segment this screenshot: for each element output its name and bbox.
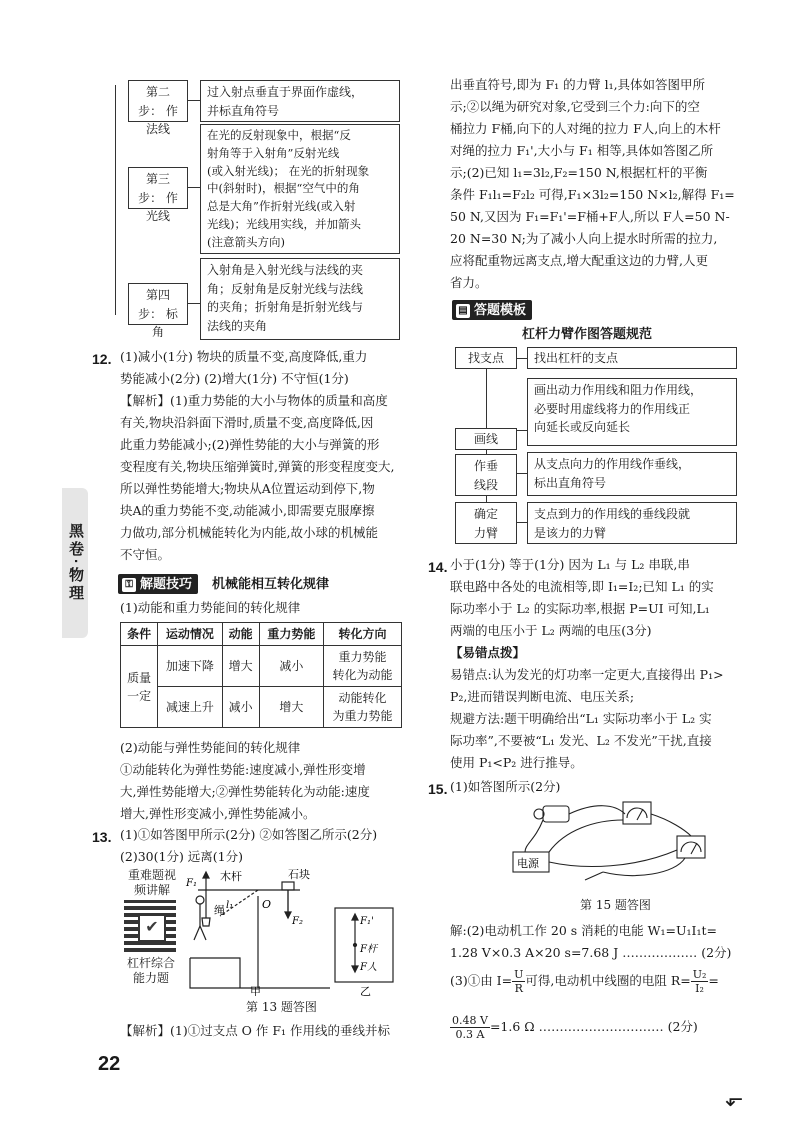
q13-figure <box>180 868 405 996</box>
q14-number: 14. <box>428 559 448 575</box>
frac-denominator: I₂ <box>695 982 704 995</box>
q14-mistake-text: 易错点:认为发光的灯功率一定更大,直接得出 P₁> P₂,进而错误判断电流、电压关系; 规避方法:题干明确给出“L₁ 实际功率小于 L₂ 实 际功率”,不要被“L₁ 发光、L₂ 不发光”干扰,直接 使用 P₁<P₂ 进行推导。 <box>450 667 724 770</box>
sol2-text-a: (3)①由 I= <box>450 973 513 988</box>
table-cell: 增大 <box>259 687 323 728</box>
qr-code[interactable] <box>124 900 176 952</box>
frac-u-over-r <box>512 968 525 995</box>
sol2-text-c: = <box>708 973 719 988</box>
q14-answer: 小于(1分) 等于(1分) 因为 L₁ 与 L₂ 串联,串 联电路中各处的电流相等,即 I₁=I₂;已知 L₁ 的实 际功率小于 L₂ 的实际功率,根据 P=UI 可知,L₁ 两端的电压小于 L₂ 两端的电压(3分) <box>450 557 714 638</box>
template-step3-label: 作垂 线段 <box>455 454 517 496</box>
q13-analysis-start: 【解析】(1)①过支点 O 作 F₁ 作用线的垂线并标 <box>120 1023 391 1038</box>
flow-step2-desc: 过入射点垂直于界面作虚线， 并标直角符号 <box>200 80 400 122</box>
sol2-text-b: 可得,电动机中线圈的电阻 R= <box>525 973 691 988</box>
flow-step3-desc: 在光的反射现象中，根据“反 射角等于入射角”反射光线 (或入射光线)； 在光的折射现象 中(斜射时)，根据“空气中的角 总是大角”作折射光线(或入射 光线)；光线用实线，并加箭头 (注意箭头方向) <box>200 124 400 254</box>
q13-answer: (1)①如答图甲所示(2分) ②如答图乙所示(2分) (2)30(1分) 远离(1分) <box>120 827 378 864</box>
template-step2-label: 画线 <box>455 428 517 450</box>
fig13-label-stick: 木杆 <box>220 870 242 883</box>
page-turn-icon: ⬐ <box>725 1087 744 1112</box>
flow-step2-label: 第二步： 作法线 <box>128 80 188 122</box>
template-step1-desc: 找出杠杆的支点 <box>527 347 737 369</box>
tip-sub1: (1)动能和重力势能间的转化规律 <box>120 600 301 615</box>
fig13-label-f2: F₂ <box>292 916 303 927</box>
table-header-row <box>121 623 402 646</box>
frac-numerator: 0.48 V <box>452 1014 488 1027</box>
template-step4-label: 确定 力臂 <box>455 502 517 544</box>
table-header: 条件 <box>121 623 158 646</box>
table-header: 运动情况 <box>158 623 222 646</box>
table-row <box>121 646 402 687</box>
key-icon: ⚿ <box>122 578 136 592</box>
table-row <box>121 687 402 728</box>
frac-denominator: R <box>514 982 523 995</box>
table-cell: 减小 <box>222 687 259 728</box>
fig15-caption: 第 15 题答图 <box>580 898 651 912</box>
q13-analysis-continued: 出垂直符号,即为 F₁ 的力臂 l₁,具体如答图甲所 示;②以绳为研究对象,它受到三个力:向下的空 桶拉力 F桶,向下的人对绳的拉力 F人,向上的木杆 对绳的拉力 F₁',大小与 F₁ 相等,具体如答图乙所 示;(2)已知 l₁=3l₂,F₂=150 N,根据杠杆的平衡 条件 F₁l₁=F₂l₂ 可得,F₁×3l₂=150 N×l₂,解得 F₁= 50 N,又因为 F₁=F₁'=F桶+F人,所以 F人=50 N- 20 N=30 N;为了减小人向上提水时所需的拉力, 应将配重物远离支点,增大配重这边的力臂,人更 省力。 <box>450 77 735 290</box>
check-icon: ✔ <box>138 914 166 942</box>
q15-solution-1: 解:(2)电动机工作 20 s 消耗的电能 W₁=U₁I₁t= 1.28 V×0.3 A×20 s=7.68 J ……………… (2分) <box>450 923 732 960</box>
fig13-label-stone: 石块 <box>288 868 310 881</box>
qr-caption: 杠杆综合 能力题 <box>126 956 175 985</box>
frac-u2-over-i2 <box>691 968 709 995</box>
q12-number: 12. <box>92 351 112 367</box>
flow-step4-label: 第四步： 标角 <box>128 283 188 325</box>
q12-analysis: 【解析】(1)重力势能的大小与物体的质量和高度 有关,物块沿斜面下滑时,质量不变,高度降低,因 此重力势能减小;(2)弹性势能的大小与弹簧的形 变程度有关,物块压缩弹簧时,弹簧的形变程度变大, 所以弹性势能增大;物块从A位置运动到停下,物 块A的重力势能不变,动能减小,即需要克服摩擦 力做功,部分机械能转化为内能,故小球的机械能 不守恒。 <box>120 393 395 562</box>
frac-048-over-03 <box>450 1014 490 1041</box>
table-cell: 加速下降 <box>158 646 222 687</box>
q15-solution-2 <box>450 968 750 995</box>
table-cell: 质量 一定 <box>121 646 158 728</box>
frac-numerator: U <box>514 968 524 981</box>
fig13-caption: 第 13 题答图 <box>246 1000 317 1014</box>
fig13-label-o: O <box>262 898 272 911</box>
fig13-label-yi: 乙 <box>360 985 371 996</box>
q12-answer: (1)减小(1分) 物块的质量不变,高度降低,重力 势能减小(2分) (2)增大(1分) 不守恒(1分) <box>120 349 368 386</box>
template-step4-desc: 支点到力的作用线的垂线段就 是该力的力臂 <box>527 502 737 544</box>
tip-sub2-text: ①动能转化为弹性势能:速度减小,弹性形变增 大,弹性势能增大;②弹性势能转化为动能:速度 增大,弹性形变减小,弹性势能减小。 <box>120 762 370 821</box>
q15-circuit-figure <box>505 800 715 892</box>
q15-number: 15. <box>428 781 448 797</box>
sol3-rest: =1.6 Ω ………………………… (2分) <box>489 1019 698 1034</box>
q13-number: 13. <box>92 829 112 845</box>
tip-title: 机械能相互转化规律 <box>212 576 330 591</box>
template-tag <box>452 300 532 320</box>
fig13-label-rope: 绳 <box>214 904 225 917</box>
tip-tag <box>118 574 198 594</box>
template-step3-desc: 从支点向力的作用线作垂线， 标出直角符号 <box>527 452 737 496</box>
table-cell: 重力势能 转化为动能 <box>324 646 402 687</box>
fig13-label-l1: l₁ <box>226 900 234 911</box>
page-number: 22 <box>98 1053 121 1075</box>
q15-solution-3 <box>450 1014 750 1041</box>
fig15-power-label: 电源 <box>517 857 539 870</box>
tip-sub2: (2)动能与弹性势能间的转化规律 <box>120 740 301 755</box>
energy-conversion-table <box>120 622 402 728</box>
template-title: 杠杆力臂作图答题规范 <box>522 326 653 341</box>
subject-side-tab: 黑卷·物理 <box>62 488 88 638</box>
table-header: 动能 <box>222 623 259 646</box>
table-cell: 动能转化 为重力势能 <box>324 687 402 728</box>
table-header: 转化方向 <box>324 623 402 646</box>
table-header: 重力势能 <box>259 623 323 646</box>
table-cell: 增大 <box>222 646 259 687</box>
tip-tag-label: 解题技巧 <box>140 576 193 591</box>
frac-denominator: 0.3 A <box>455 1028 485 1041</box>
fig13-label-fren: F人 <box>360 962 377 973</box>
template-step2-desc: 画出动力作用线和阻力作用线， 必要时用虚线将力的作用线正 向延长或反向延长 <box>527 378 737 446</box>
q14-mistake-tag: 【易错点拨】 <box>450 646 526 660</box>
fig13-label-f1prime: F₁' <box>360 916 374 927</box>
q15-answer: (1)如答图所示(2分) <box>450 779 561 794</box>
table-cell: 减小 <box>259 646 323 687</box>
table-cell: 减速上升 <box>158 687 222 728</box>
template-tag-label: 答题模板 <box>474 302 527 317</box>
fig13-label-f1: F₁ <box>186 878 197 889</box>
frac-numerator: U₂ <box>692 968 707 981</box>
flow-step3-label: 第三步： 作光线 <box>128 167 188 209</box>
qr-label: 重难题视 频讲解 <box>127 868 176 897</box>
fig13-label-jia: 甲 <box>250 985 261 996</box>
flow-step4-desc: 入射角是入射光线与法线的夹 角；反射角是反射光线与法线 的夹角；折射角是折射光线与 法线的夹角 <box>200 258 400 340</box>
book-icon: ▤ <box>456 304 470 318</box>
template-step1-label: 找支点 <box>455 347 517 369</box>
fig13-label-fgan: F杆 <box>360 944 377 955</box>
